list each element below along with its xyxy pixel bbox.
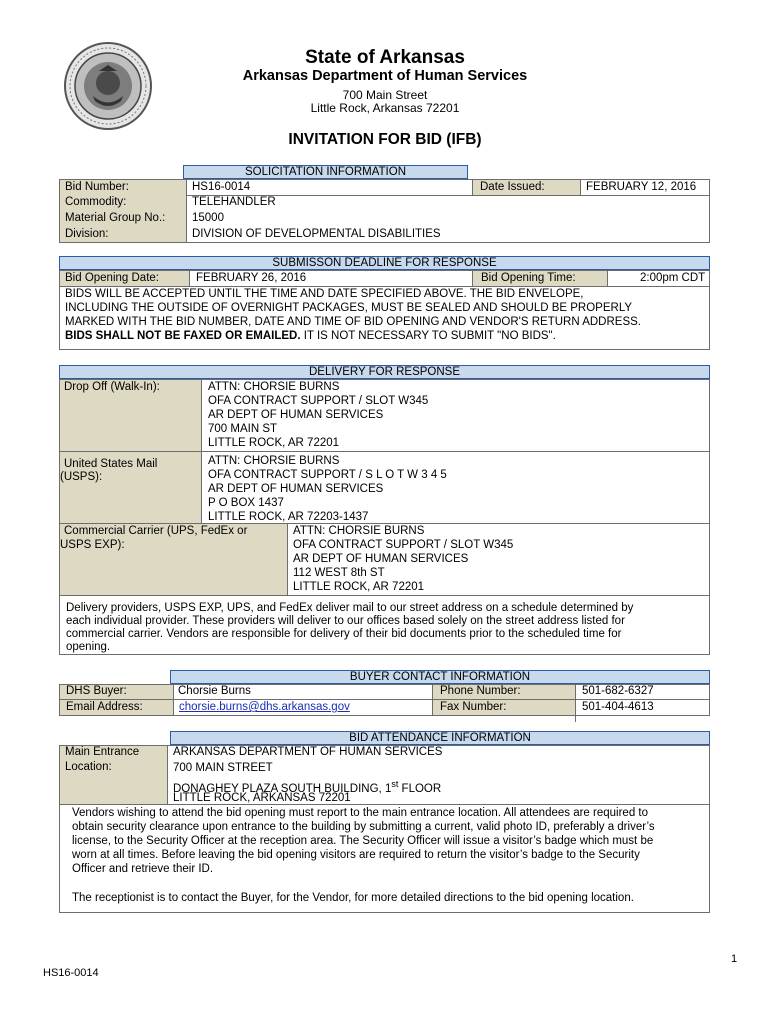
document-title: INVITATION FOR BID (IFB) [288,131,482,148]
location-line: LITTLE ROCK, ARKANSAS 72201 [173,792,351,804]
usps-line: LITTLE ROCK, AR 72203-1437 [208,511,369,523]
attendance-heading: BID ATTENDANCE INFORMATION [170,731,710,745]
solicitation-heading: SOLICITATION INFORMATION [183,165,468,179]
delivery-note-line: each individual provider. These providers will deliver to our offices based solely on the street address listed for [66,615,625,627]
carrier-line: ATTN: CHORSIE BURNS [293,525,425,537]
location-line: 700 MAIN STREET [173,762,273,774]
department-name: Arkansas Department of Human Services [242,68,528,84]
deadline-notice-line-2: INCLUDING THE OUTSIDE OF OVERNIGHT PACKAGES, MUST BE SEALED AND SHOULD BE PROPERLY [65,302,633,314]
location-line: ARKANSAS DEPARTMENT OF HUMAN SERVICES [173,746,443,758]
no-bids-notice: IT IS NOT NECESSARY TO SUBMIT "NO BIDS". [300,330,556,342]
commodity-value: TELEHANDLER [192,196,276,208]
attendance-para-line: obtain security clearance upon entrance to the building by submitting a current, valid photo ID, preferably a driver’s [72,821,655,833]
page-number: 1 [731,953,738,965]
footer-doc-code: HS16-0014 [43,967,99,979]
carrier-line: OFA CONTRACT SUPPORT / SLOT W345 [293,539,514,551]
floor-word: FLOOR [398,782,442,795]
dropoff-line: OFA CONTRACT SUPPORT / SLOT W345 [208,395,429,407]
bid-number-label: Bid Number: [65,181,129,193]
location-label-suffix: Location: [65,761,112,773]
dropoff-line: LITTLE ROCK, AR 72201 [208,437,340,449]
carrier-line: 112 WEST 8th ST [293,567,385,579]
deadline-notice-line-3: MARKED WITH THE BID NUMBER, DATE AND TIME OF BID OPENING AND VENDOR'S RETURN ADDRESS. [65,316,641,328]
dropoff-line: AR DEPT OF HUMAN SERVICES [208,409,384,421]
material-group-value: 15000 [192,212,224,224]
deadline-notice-line-1: BIDS WILL BE ACCEPTED UNTIL THE TIME AND DATE SPECIFIED ABOVE. THE BID ENVELOPE, [65,288,584,300]
usps-line: ATTN: CHORSIE BURNS [208,455,340,467]
usps-line: OFA CONTRACT SUPPORT / S L O T W 3 4 5 [208,469,447,481]
usps-line: AR DEPT OF HUMAN SERVICES [208,483,384,495]
attendance-para-line: Vendors wishing to attend the bid opening must report to the main entrance location. All attendees are required to [72,807,649,819]
address-line-2: Little Rock, Arkansas 72201 [310,101,460,115]
floor-ordinal-suffix: st [391,779,399,789]
building-name: DONAGHEY PLAZA SOUTH BUILDING, 1 [173,782,392,795]
page-title: State of Arkansas [305,47,465,68]
dropoff-label: Drop Off (Walk-In): [64,381,160,393]
carrier-label: Commercial Carrier (UPS, FedEx or [64,525,248,537]
opening-date-label: Bid Opening Date: [65,272,159,284]
carrier-line: AR DEPT OF HUMAN SERVICES [293,553,469,565]
opening-time-value: 2:00pm CDT [640,272,706,284]
opening-date-value: FEBRUARY 26, 2016 [196,272,307,284]
fax-label: Fax Number: [440,701,507,713]
phone-label: Phone Number: [440,685,521,697]
location-label: Main Entrance [65,746,140,758]
usps-line: P O BOX 1437 [208,497,284,509]
attendance-para-line: Officer and retrieve their ID. [72,863,214,875]
buyer-name: Chorsie Burns [178,685,251,697]
usps-label-suffix: (USPS): [60,471,103,483]
commodity-label: Commodity: [65,196,127,208]
fax-value: 501-404-4613 [582,701,654,713]
date-issued-value: FEBRUARY 12, 2016 [586,181,697,193]
carrier-label-suffix: USPS EXP): [60,539,125,551]
date-issued-label: Date Issued: [480,181,545,193]
deadline-notice-line-4 [65,330,556,343]
address-line-1: 700 Main Street [342,88,428,102]
delivery-note-line: commercial carrier. Vendors are responsible for delivery of their bid documents prior to the scheduled time for [66,628,622,640]
division-value: DIVISION OF DEVELOPMENTAL DISABILITIES [192,228,441,240]
delivery-note-line: Delivery providers, USPS EXP, UPS, and FedEx deliver mail to our street address on a schedule determined by [66,602,634,614]
buyer-email-link[interactable]: chorsie.burns@dhs.arkansas.gov [179,701,350,713]
delivery-heading: DELIVERY FOR RESPONSE [59,365,710,379]
phone-value: 501-682-6327 [582,685,654,697]
opening-time-label: Bid Opening Time: [481,272,576,284]
buyer-label: DHS Buyer: [66,685,127,697]
deadline-heading: SUBMISSON DEADLINE FOR RESPONSE [59,256,710,270]
attendance-para-line: worn at all times. Before leaving the bid opening visitors are required to return the visitor’s badge to the Security [72,849,640,861]
attendance-directions-note: The receptionist is to contact the Buyer, for the Vendor, for more detailed directions to the bid opening location. [72,892,634,904]
buyer-heading: BUYER CONTACT INFORMATION [170,670,710,684]
dropoff-line: ATTN: CHORSIE BURNS [208,381,340,393]
delivery-note-line: opening. [66,641,111,653]
material-group-label: Material Group No.: [65,212,166,224]
bid-number-value: HS16-0014 [192,181,251,193]
attendance-para-line: license, to the Security Officer at the reception area. The Security Officer will issue a visitor’s badge which must be [72,835,654,847]
carrier-line: LITTLE ROCK, AR 72201 [293,581,425,593]
usps-label: United States Mail [64,458,158,470]
division-label: Division: [65,228,109,240]
email-label: Email Address: [66,701,143,713]
no-fax-notice: BIDS SHALL NOT BE FAXED OR EMAILED. [65,330,301,342]
dropoff-line: 700 MAIN ST [208,423,278,435]
